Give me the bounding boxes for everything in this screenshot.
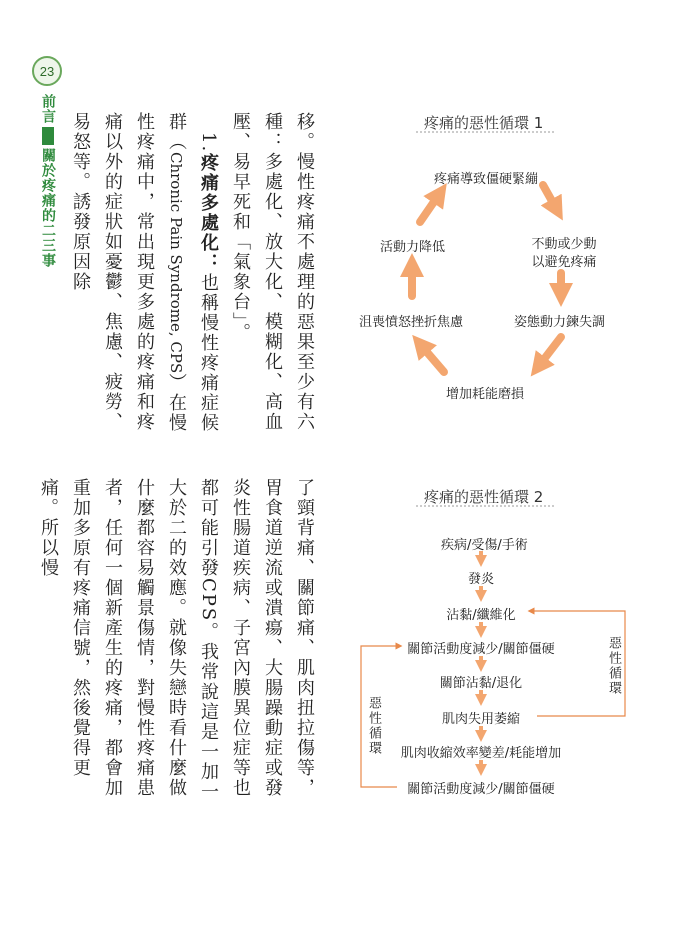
cycle1-node: 疼痛導致僵硬緊繃 [434, 172, 539, 187]
flow-step: 肌肉收縮效率變差/耗能增加 [400, 746, 562, 761]
english-term: Chronic Pain Syndrome, CPS [167, 152, 185, 374]
running-head-part2: 關於疼痛的二三事 [40, 148, 56, 268]
flow-step: 關節沾黏/退化 [439, 676, 523, 691]
cycle1-node [524, 236, 604, 272]
flow-step: 肌肉失用萎縮 [441, 712, 520, 727]
paragraph: 移。慢性疼痛不處理的惡果至少有六種：多處化、放大化、模糊化、高血壓、易早死和「氣象台」。 [230, 112, 315, 432]
text-run: ）在慢性疼痛中，常出現更多處的疼痛和疼痛以外的症狀如憂鬱、焦慮、疲勞、易怒等。誘發原因除 [70, 112, 187, 434]
loop-label-right: 惡性循環 [606, 636, 621, 696]
cycle1-node-line: 以避免疼痛 [531, 255, 597, 270]
cycle1-node: 活動力降低 [380, 240, 446, 255]
diagram1-title: 疼痛的惡性循環 1 [424, 114, 544, 132]
flow-step: 關節活動度減少/關節僵硬 [407, 782, 555, 797]
diagram2-title: 疼痛的惡性循環 2 [424, 488, 544, 506]
flow-step: 疾病/受傷/手術 [441, 538, 528, 553]
cycle1-node-line: 不動或少動 [531, 237, 597, 252]
text-run: 也稱慢性疼痛症候群（ [166, 112, 219, 434]
cycle-arrow [420, 344, 444, 372]
paragraph: 了頸背痛、關節痛、肌肉扭拉傷等，胃食道逆流或潰瘍、大腸躁動症或發炎性腸道疾病、子宮內膜異位症等也都可能引發CPS。我常說這是一加一大於二的效應。就像失戀時看什麼做什麼都容易觸景傷情，對慢性疼痛患者，任何一個新產生的疼痛，都會加重加多原有疼痛信號，然後覺得更痛。所以慢 [38, 478, 315, 803]
running-head-part1: 前言 [40, 94, 56, 124]
cycle-arrow [543, 185, 557, 210]
page-number: 23 [32, 56, 62, 86]
cycle-arrow [538, 337, 561, 367]
cycle1-node: 增加耗能磨損 [446, 387, 525, 402]
cycle1-node: 沮喪憤怒挫折焦慮 [359, 315, 464, 330]
flow-step: 關節活動度減少/關節僵硬 [407, 642, 555, 657]
list-number: 1. [198, 132, 219, 154]
flow-step: 沾黏/纖維化 [446, 608, 516, 623]
cycle-arrow [420, 193, 440, 222]
flow-step: 發炎 [467, 572, 494, 587]
term-heading: 疼痛多處化： [198, 153, 219, 274]
cycle1-node: 姿態動力鍊失調 [514, 315, 606, 330]
loop-label-left: 惡性循環 [366, 696, 381, 756]
